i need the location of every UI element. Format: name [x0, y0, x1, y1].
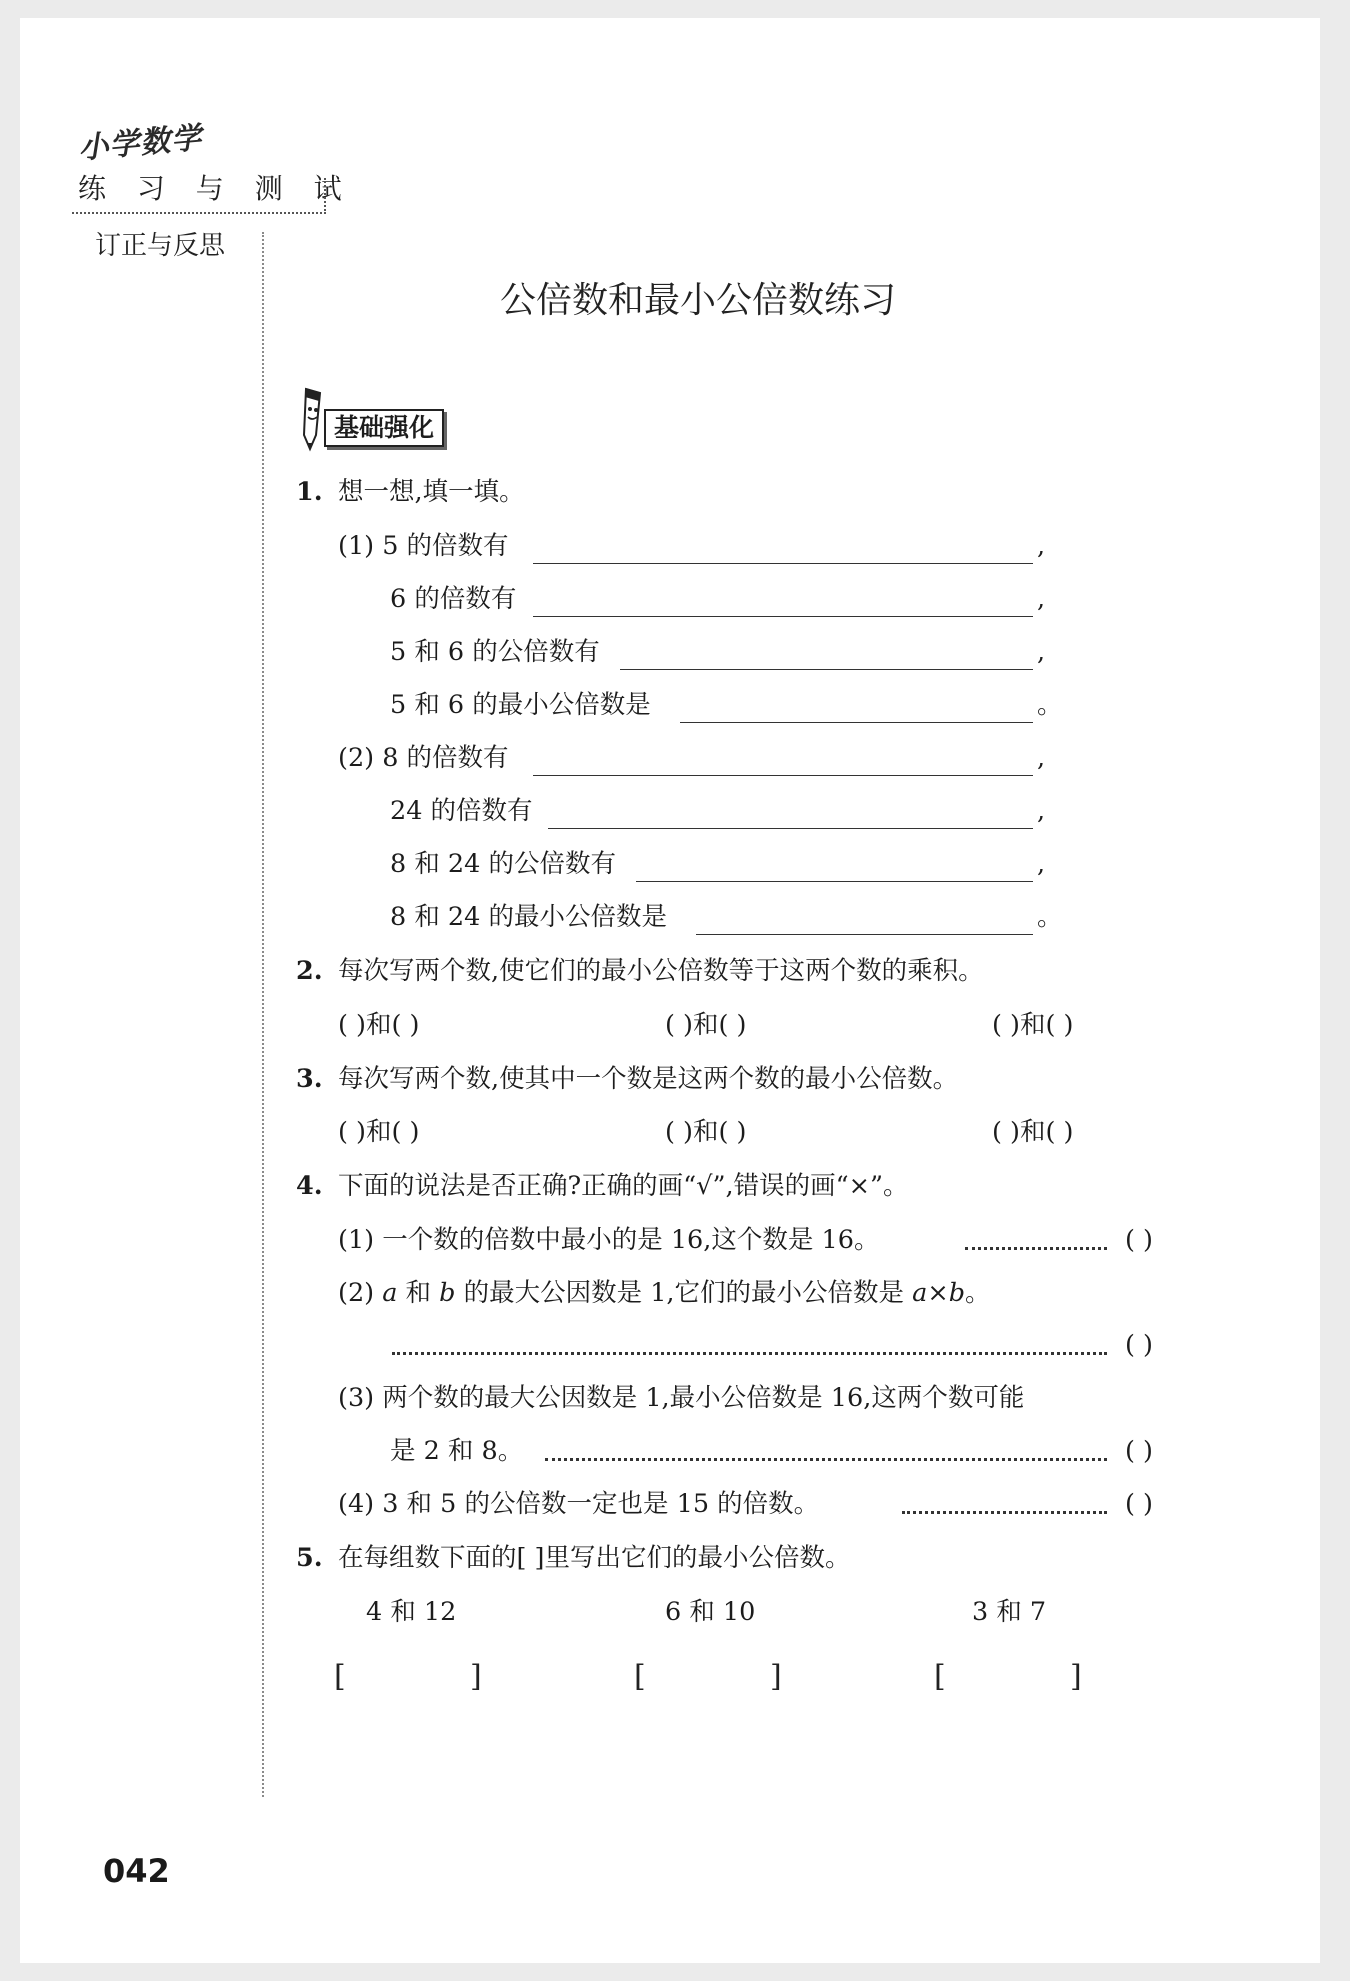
brand-dotted-frame	[72, 178, 326, 214]
q5-number: 5.	[296, 1543, 323, 1573]
q1-item-4: 5 和 6 的最小公倍数是	[390, 690, 651, 720]
q4-item-1-leader	[965, 1247, 1107, 1250]
q3-text: 每次写两个数,使其中一个数是这两个数的最小公倍数。	[338, 1064, 959, 1094]
page-number: 042	[103, 1852, 170, 1890]
q3-answer-pair-1[interactable]: ( )和( )	[338, 1117, 420, 1147]
brand-title: 小学数学	[77, 120, 204, 167]
q1-item-3: 5 和 6 的公倍数有	[390, 637, 600, 667]
q4-number: 4.	[296, 1171, 323, 1201]
q1-item-8-end: 。	[1037, 902, 1063, 932]
brand-subtitle: 练 习 与 测 试	[78, 172, 353, 205]
q1-item-6: 24 的倍数有	[390, 796, 533, 826]
q5-group-2: 6 和 10	[665, 1597, 756, 1627]
q4-item-2-var-b: b	[439, 1278, 456, 1308]
q1-blank-1[interactable]	[533, 563, 1033, 564]
q4-answer-4[interactable]: ( )	[1125, 1489, 1154, 1519]
q4-item-3-leader	[545, 1458, 1107, 1461]
q5-bracket-1-open: [	[334, 1659, 346, 1694]
q1-text: 想一想,填一填。	[338, 477, 525, 507]
q1-item-1-end: ,	[1037, 531, 1046, 561]
q4-item-4-leader	[902, 1511, 1107, 1514]
q1-item-3-end: ,	[1037, 637, 1046, 667]
q4-item-1: (1) 一个数的倍数中最小的是 16,这个数是 16。	[338, 1225, 880, 1255]
q1-item-4-end: 。	[1037, 690, 1063, 720]
q4-item-2-body: 的最大公因数是 1,它们的最小公倍数是	[455, 1278, 913, 1308]
q1-blank-3[interactable]	[620, 669, 1033, 670]
q4-item-3-line-1: (3) 两个数的最大公因数是 1,最小公倍数是 16,这两个数可能	[338, 1383, 1025, 1413]
q3-answer-pair-2[interactable]: ( )和( )	[665, 1117, 747, 1147]
q1-item-5-end: ,	[1037, 743, 1046, 773]
q5-bracket-3-open: [	[934, 1659, 946, 1694]
q5-bracket-2-close: ]	[770, 1659, 782, 1694]
q2-answer-pair-2[interactable]: ( )和( )	[665, 1010, 747, 1040]
q4-text: 下面的说法是否正确?正确的画“√”,错误的画“×”。	[338, 1171, 909, 1201]
q1-blank-4[interactable]	[680, 722, 1033, 723]
q1-item-2: 6 的倍数有	[390, 584, 517, 614]
q2-text: 每次写两个数,使它们的最小公倍数等于这两个数的乘积。	[338, 956, 984, 986]
q1-number: 1.	[296, 477, 323, 507]
q3-number: 3.	[296, 1064, 323, 1094]
margin-divider	[262, 232, 264, 1797]
q5-group-3: 3 和 7	[972, 1597, 1047, 1627]
q4-answer-1[interactable]: ( )	[1125, 1225, 1154, 1255]
q4-answer-2[interactable]: ( )	[1125, 1330, 1154, 1360]
q1-blank-6[interactable]	[548, 828, 1033, 829]
q5-group-1: 4 和 12	[366, 1597, 457, 1627]
q4-item-2-product: a×b	[912, 1278, 966, 1308]
q4-item-2-prefix: (2)	[338, 1278, 383, 1308]
q2-answer-pair-1[interactable]: ( )和( )	[338, 1010, 420, 1040]
q1-item-5: (2) 8 的倍数有	[338, 743, 509, 773]
q1-item-8: 8 和 24 的最小公倍数是	[390, 902, 667, 932]
q1-blank-8[interactable]	[696, 934, 1033, 935]
q5-heading	[296, 1541, 851, 1575]
q2-answer-pair-3[interactable]: ( )和( )	[992, 1010, 1074, 1040]
q5-bracket-2-open: [	[634, 1659, 646, 1694]
q3-answer-pair-3[interactable]: ( )和( )	[992, 1117, 1074, 1147]
q4-item-2	[338, 1276, 991, 1310]
q5-bracket-1-close: ]	[470, 1659, 482, 1694]
q5-text: 在每组数下面的[ ]里写出它们的最小公倍数。	[338, 1543, 851, 1573]
q4-item-2-end: 。	[965, 1278, 991, 1308]
q4-answer-3[interactable]: ( )	[1125, 1436, 1154, 1466]
q4-item-2-and: 和	[397, 1278, 440, 1308]
q1-item-6-end: ,	[1037, 796, 1046, 826]
q2-number: 2.	[296, 956, 323, 986]
section-badge-label: 基础强化	[324, 409, 444, 447]
q4-item-2-leader	[392, 1352, 1107, 1355]
q1-item-2-end: ,	[1037, 584, 1046, 614]
q4-item-4: (4) 3 和 5 的公倍数一定也是 15 的倍数。	[338, 1489, 820, 1519]
q1-item-7: 8 和 24 的公倍数有	[390, 849, 616, 879]
q4-item-2-var-a: a	[382, 1278, 398, 1308]
q1-item-7-end: ,	[1037, 849, 1046, 879]
margin-label: 订正与反思	[95, 231, 226, 261]
q1-blank-7[interactable]	[636, 881, 1033, 882]
q4-heading	[296, 1169, 909, 1203]
q1-blank-5[interactable]	[533, 775, 1033, 776]
q2-heading	[296, 954, 984, 988]
q1-heading	[296, 475, 525, 509]
section-badge	[296, 385, 466, 445]
q4-item-3-line-2: 是 2 和 8。	[390, 1436, 524, 1466]
page-title: 公倍数和最小公倍数练习	[500, 280, 897, 321]
q1-blank-2[interactable]	[533, 616, 1033, 617]
q5-bracket-3-close: ]	[1070, 1659, 1082, 1694]
q1-item-1: (1) 5 的倍数有	[338, 531, 509, 561]
q3-heading	[296, 1062, 958, 1096]
